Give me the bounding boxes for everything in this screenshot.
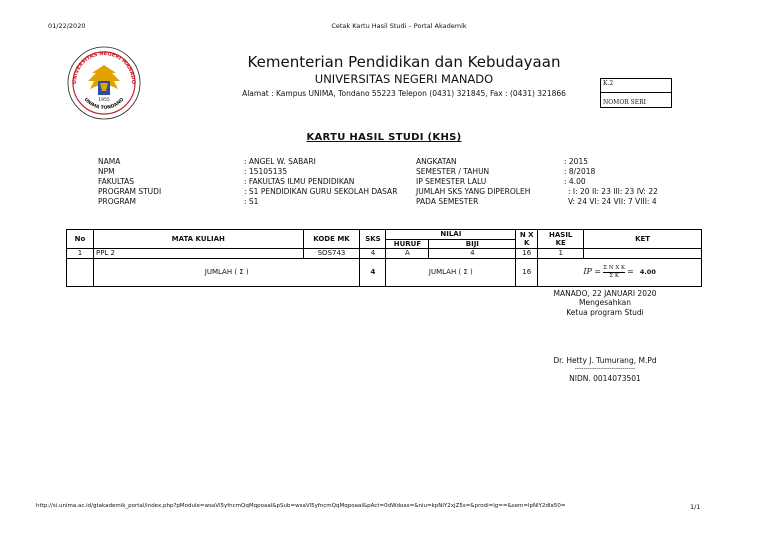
print-page-title: Cetak Kartu Hasil Studi – Portal Akademik	[331, 22, 467, 30]
info-label: PROGRAM STUDI	[98, 187, 162, 196]
signature-name-block	[540, 356, 670, 385]
col-header-code: KODE MK	[303, 230, 360, 249]
print-date: 01/22/2020	[48, 22, 86, 30]
svg-text:UNIMA TONDANO: UNIMA TONDANO	[82, 97, 126, 112]
total-nxk: 16	[516, 258, 538, 286]
ip-value: 4.00	[639, 267, 656, 276]
serial-number-box	[600, 78, 672, 108]
col-header-no: No	[67, 230, 94, 249]
svg-text:UNIVERSITAS NEGERI MANADO: UNIVERSITAS NEGERI MANADO	[71, 50, 137, 85]
cell-code: SOS743	[303, 249, 360, 259]
info-label: IP SEMESTER LALU	[416, 177, 487, 186]
signature-block	[540, 289, 670, 318]
total-label: JUMLAH ( Σ )	[93, 258, 360, 286]
sign-name: Dr. Hetty J. Tumurang, M.Pd	[553, 356, 657, 365]
sign-approval: Mengesahkan	[578, 298, 632, 307]
cell-notes	[584, 249, 702, 259]
col-header-points: BIJI	[429, 239, 516, 249]
ip-equals: =	[627, 266, 634, 276]
table-row	[67, 249, 702, 259]
col-header-sks: SKS	[360, 230, 386, 249]
info-label: NAMA	[98, 157, 121, 166]
table-header-row	[67, 230, 702, 240]
col-header-course: MATA KULIAH	[93, 230, 303, 249]
university-name: UNIVERSITAS NEGERI MANADO	[314, 72, 494, 86]
sign-nidn: NIDN. 0014073501	[569, 374, 641, 383]
info-label: ANGKATAN	[416, 157, 457, 166]
col-header-grade: NILAI	[386, 230, 516, 240]
cell-no: 1	[67, 249, 94, 259]
col-header-attempt: HASIL KE	[538, 230, 584, 249]
info-label: SEMESTER / TAHUN	[416, 167, 490, 176]
info-label: PADA SEMESTER	[416, 197, 479, 206]
total-empty	[67, 258, 94, 286]
info-value: : 2015	[564, 157, 588, 166]
info-value: : ANGEL W. SABARI	[244, 157, 316, 166]
document-title: KARTU HASIL STUDI (KHS)	[306, 132, 462, 143]
col-header-nxk: N X K	[516, 230, 538, 249]
serial-label: NOMOR SERI	[603, 99, 647, 106]
ip-denominator: Σ K	[609, 272, 619, 279]
sign-line: ----------------------------	[574, 365, 636, 372]
info-value: : FAKULTAS ILMU PENDIDIKAN	[244, 177, 355, 186]
ministry-name: Kementerian Pendidikan dan Kebudayaan	[247, 53, 561, 71]
col-header-notes: KET	[584, 230, 702, 249]
col-header-letter: HURUF	[386, 239, 429, 249]
cell-sks: 4	[360, 249, 386, 259]
info-value: : 15105135	[244, 167, 288, 176]
ip-numerator: Σ N X K	[603, 264, 626, 271]
total-label-mid: JUMLAH ( Σ )	[386, 258, 516, 286]
student-info-labels-right	[416, 157, 566, 207]
student-info-values-left	[244, 157, 414, 207]
info-label: FAKULTAS	[98, 177, 134, 186]
info-value: : S1	[244, 197, 259, 206]
info-value: : 8/2018	[564, 167, 596, 176]
info-label: NPM	[98, 167, 115, 176]
serial-code: K.2	[601, 79, 671, 93]
info-value: : I: 20 II: 23 III: 23 IV: 22	[568, 187, 658, 196]
cell-course: PPL 2	[93, 249, 303, 259]
grades-table	[66, 229, 702, 287]
footer-url: http://si.unima.ac.id/gtakademik_portal/index.php?pModule=wsaVl5yfncmQqMqpoaal&pSub=wsaVl5yfncmQqMqpoaal&pAct=0dWdoas=&niu=kpNiY2xjZ5s=&prodi=lg==&sem=lpNiY2dla50=	[36, 503, 566, 509]
info-value: : S1 PENDIDIKAN GURU SEKOLAH DASAR	[244, 187, 398, 196]
cell-points: 4	[429, 249, 516, 259]
info-label: JUMLAH SKS YANG DIPEROLEH	[416, 187, 531, 196]
info-label: PROGRAM	[98, 197, 136, 206]
cell-letter: A	[386, 249, 429, 259]
student-info-values-right	[564, 157, 714, 207]
ip-formula	[538, 258, 702, 286]
university-address: Alamat : Kampus UNIMA, Tondano 55223 Telepon (0431) 321845, Fax : (0431) 321866	[242, 89, 566, 98]
svg-text:1955: 1955	[98, 98, 110, 103]
ip-lhs: IP =	[583, 266, 602, 276]
info-value: : 4.00	[564, 177, 586, 186]
student-info-labels-left	[98, 157, 248, 207]
total-sks: 4	[360, 258, 386, 286]
cell-attempt: 1	[538, 249, 584, 259]
info-value: V: 24 VI: 24 VII: 7 VIII: 4	[568, 197, 657, 206]
total-row	[67, 258, 702, 286]
sign-place-date: MANADO, 22 JANUARI 2020	[553, 289, 657, 298]
cell-nxk: 16	[516, 249, 538, 259]
sign-role: Ketua program Studi	[566, 308, 644, 317]
footer-page-number: 1/1	[690, 503, 701, 511]
